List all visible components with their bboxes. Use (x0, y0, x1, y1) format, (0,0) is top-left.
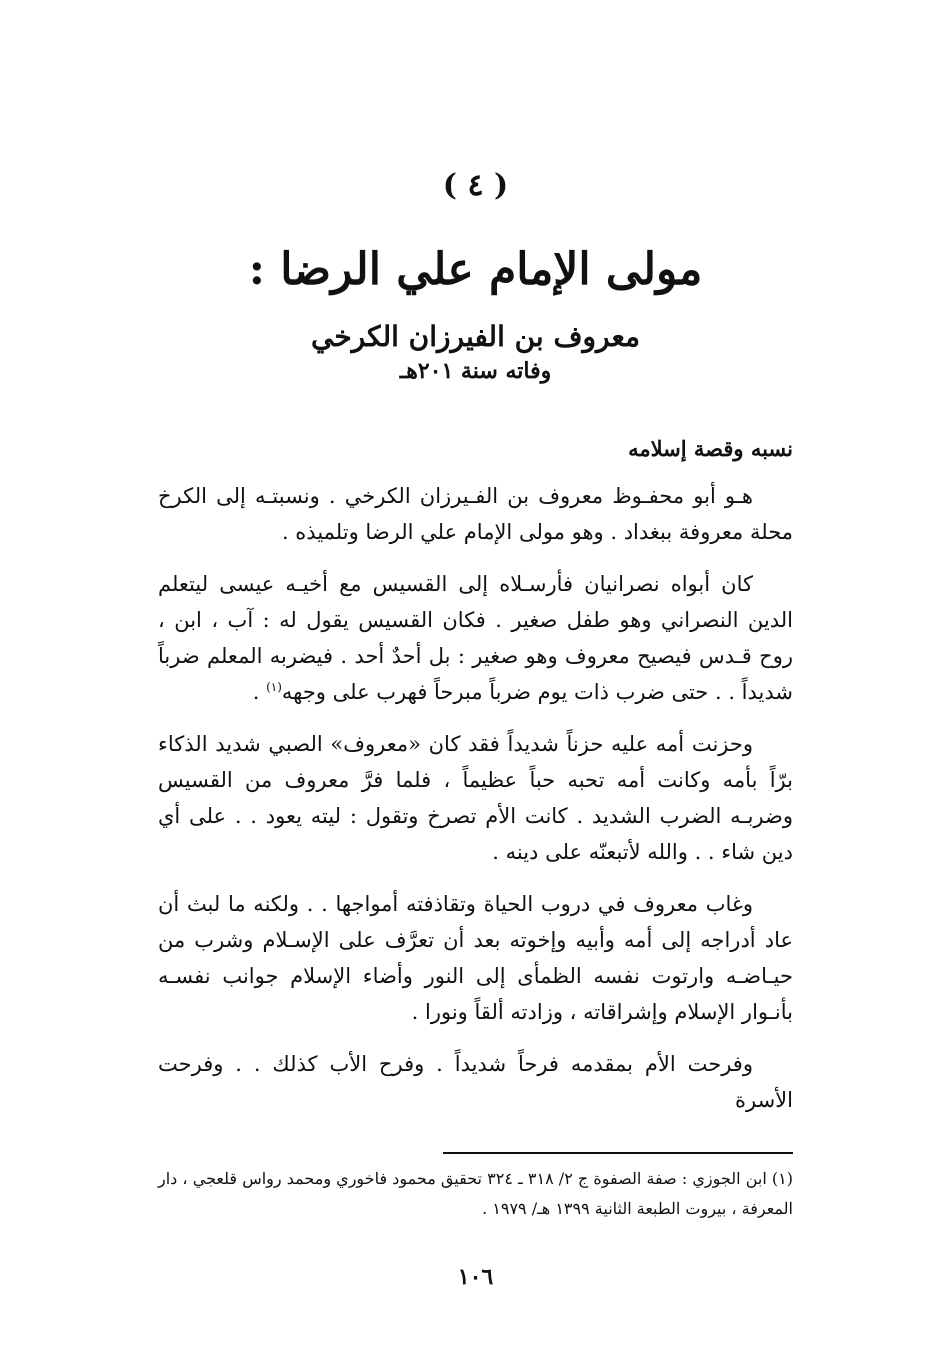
body-text (158, 478, 793, 1118)
chapter-number: ( ٤ ) (442, 168, 509, 203)
paragraph-text: وفرحت الأم بمقدمه فرحاً شديداً . وفرح الأب كذلك . . وفرحت الأسرة (158, 1052, 793, 1112)
chapter-subtitle: معروف بن الفيرزان الكرخي (311, 320, 640, 353)
paragraph-family-joy (158, 1046, 793, 1118)
paragraph-childhood: كان أبواه نصرانيان فأرسـلاه إلى القسيس مع أخيـه عيسى ليتعلم الدين النصراني وهو طفل صغير . فكان القسيس يقول له : آب ، ابن ، روح قـدس فيصيح معروف وهو صغير : بل أحدٌ أحد . فيضربه المعلم ضرباً شديداً . . حتى ضرب ذات يوم ضرباً مبرحاً فهرب على وجهه$^{(١)}$ . (158, 572, 793, 704)
paragraph-text: كان أبواه نصرانيان فأرسـلاه إلى القسيس مع أخيـه عيسى ليتعلم الدين النصراني وهو طفل صغير . فكان القسيس يقول له : آب ، ابن ، روح قـدس فيصيح معروف وهو صغير : بل أحدٌ أحد . فيضربه المعلم ضرباً شديداً . . حتى ضرب ذات يوم ضرباً مبرحاً فهرب على وجهه (158, 572, 793, 704)
paragraph-text: وحزنت أمه عليه حزناً شديداً فقد كان «معروف» الصبي شديد الذكاء برّاً بأمه وكانت أمه تحبه حباً عظيماً ، فلما فرَّ معروف من القسيس وضربـه الضرب الشديد . كانت الأم تصرخ وتقول : ليته يعود . . على أي دين شاء . . والله لأتبعنّه على دينه . (158, 732, 793, 864)
paragraph-mother-grief (158, 726, 793, 870)
footnote-reference[interactable]: (١) (266, 680, 282, 694)
section-heading: نسبه وقصة إسلامه (628, 436, 793, 461)
paragraph-lineage (158, 478, 793, 550)
paragraph-return (158, 886, 793, 1030)
footnote: (١) ابن الجوزي : صفة الصفوة ج ٢/ ٣١٨ ـ ٣٢٤ تحقيق محمود فاخوري ومحمد رواس قلعجي ، دار المعرفة ، بيروت الطبعة الثانية ١٣٩٩ هـ/ ١٩٧٩ . (158, 1169, 793, 1218)
paragraph-text: وغاب معروف في دروب الحياة وتقاذفته أمواجها . . ولكنه ما لبث أن عاد أدراجه إلى أمه وأبيه وإخوته بعد أن تعرَّف على الإسـلام وشرب من حيـاضـه وارتوت نفسه الظمأى إلى النور وأضاء الإسلام جوانب نفسـه بأنـوار الإسلام وإشراقاته ، وزادته ألقاً ونورا . (158, 892, 793, 1024)
chapter-title: مولى الإمام علي الرضا : (248, 244, 703, 295)
footnote-divider (443, 1152, 793, 1154)
page-number: ١٠٦ (457, 1264, 494, 1290)
paragraph-text: هـو أبو محفـوظ معروف بن الفـيرزان الكرخي . ونسبتـه إلى الكرخ محلة معروفة ببغداد . وهو مولى الإمام علي الرضا وتلميذه . (158, 484, 793, 544)
chapter-death-year: وفاته سنة ٢٠١هـ (399, 358, 552, 384)
